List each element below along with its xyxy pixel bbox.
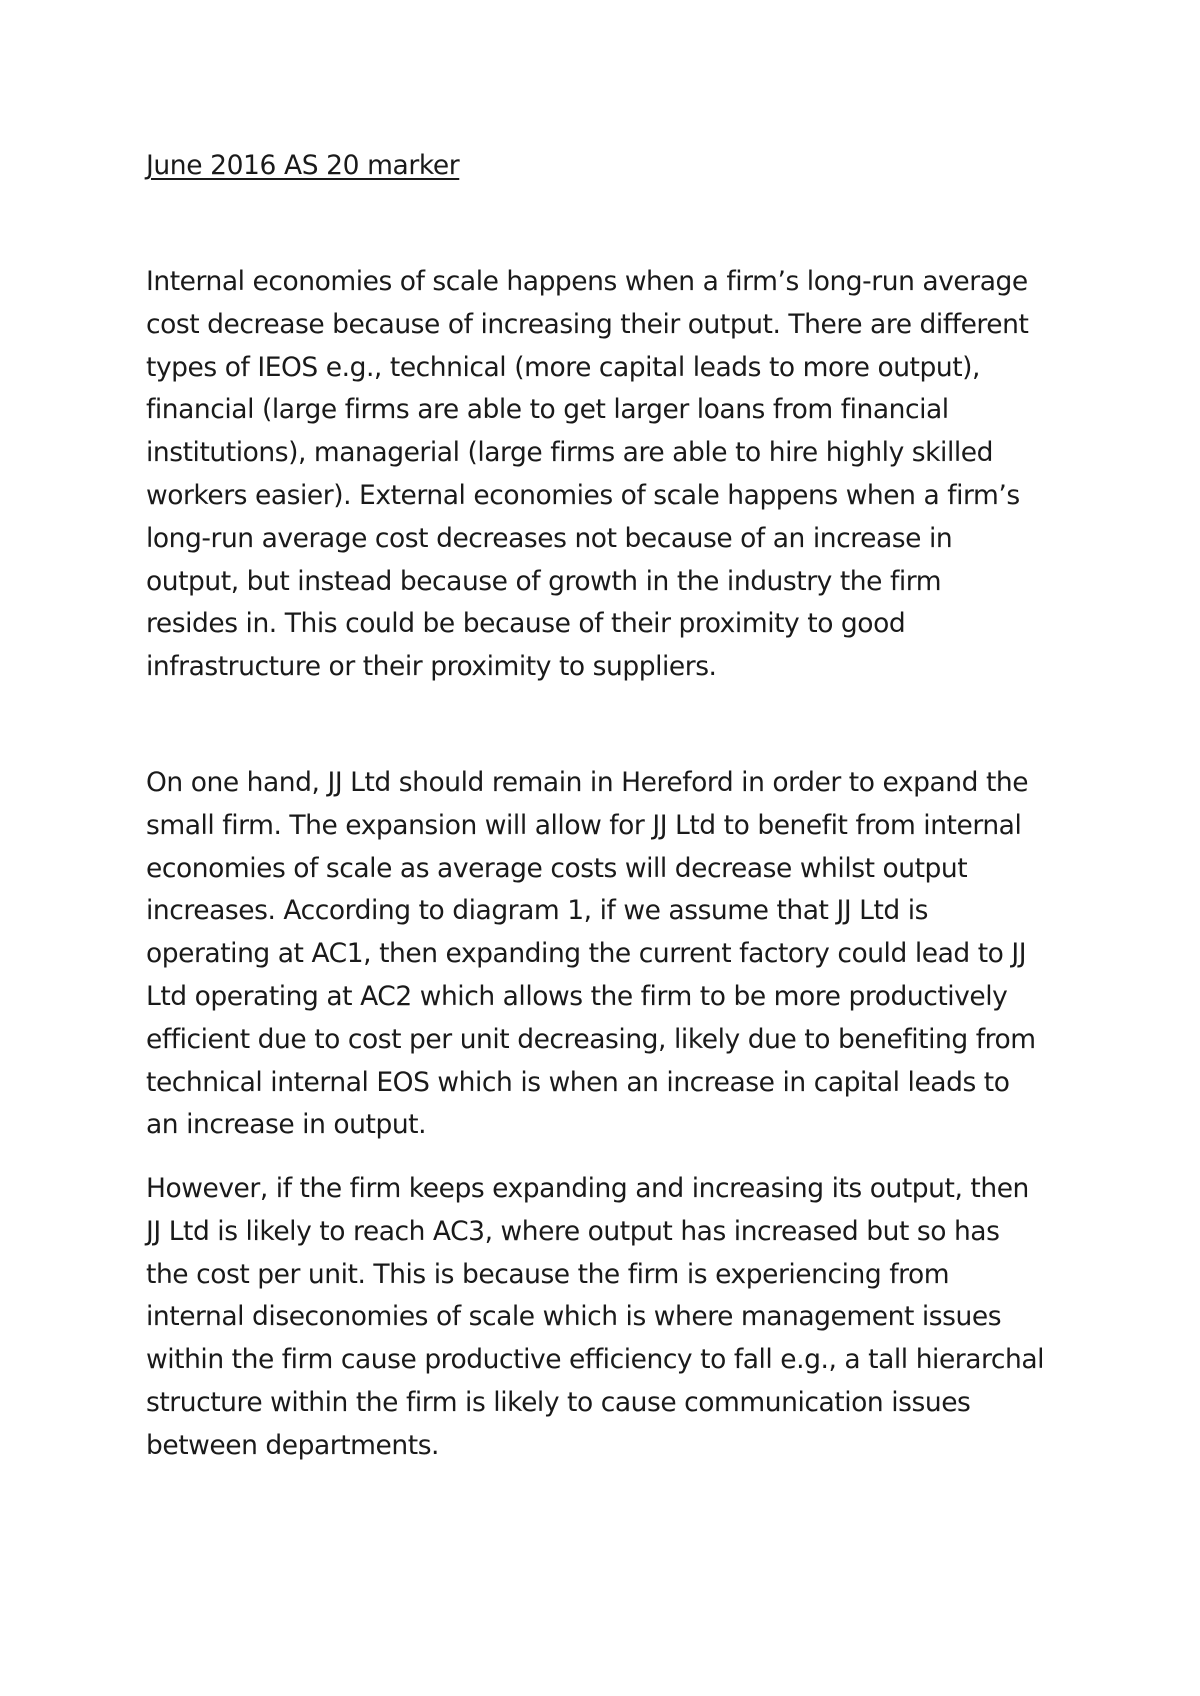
- text-line: the cost per unit. This is because the firm is experiencing from: [146, 1258, 950, 1290]
- text-line: resides in. This could be because of their proximity to good: [146, 608, 906, 640]
- text-line: Internal economies of scale happens when a firm’s long-run average: [146, 266, 1028, 297]
- text-line: technical internal EOS which is when an increase in capital leads to: [146, 1066, 1010, 1098]
- paragraph-diseconomies-of-scale: [146, 1168, 1044, 1468]
- text-line: financial (large firms are able to get larger loans from financial: [146, 394, 949, 426]
- text-line: internal diseconomies of scale which is where management issues: [146, 1301, 1002, 1333]
- text-line: economies of scale as average costs will decrease whilst output: [146, 852, 968, 884]
- document-body: [146, 148, 1076, 1461]
- text-line: types of IEOS e.g., technical (more capital leads to more output),: [146, 351, 981, 383]
- text-line: increases. According to diagram 1, if we assume that JJ Ltd is: [146, 895, 929, 927]
- document-title: June 2016 AS 20 marker: [146, 150, 460, 181]
- text-line: output, but instead because of growth in the industry the firm: [146, 565, 942, 597]
- text-line: an increase in output.: [146, 1109, 427, 1141]
- paragraph-economies-of-scale: [146, 261, 1028, 689]
- text-line: infrastructure or their proximity to suppliers.: [146, 651, 717, 683]
- text-line: efficient due to cost per unit decreasing, likely due to benefiting from: [146, 1023, 1036, 1055]
- text-line: JJ Ltd is likely to reach AC3, where output has increased but so has: [146, 1215, 1000, 1247]
- text-line: within the firm cause productive efficiency to fall e.g., a tall hierarchal: [146, 1344, 1045, 1376]
- text-line: long-run average cost decreases not because of an increase in: [146, 522, 953, 554]
- text-line: Ltd operating at AC2 which allows the firm to be more productively: [146, 980, 1008, 1012]
- text-line: small firm. The expansion will allow for JJ Ltd to benefit from internal: [146, 809, 1022, 841]
- text-line: However, if the firm keeps expanding and increasing its output, then: [146, 1173, 1029, 1204]
- text-line: operating at AC1, then expanding the current factory could lead to JJ: [146, 938, 1027, 970]
- text-line: structure within the firm is likely to cause communication issues: [146, 1386, 971, 1418]
- paragraph-remain-in-hereford: [146, 762, 1036, 1147]
- text-line: between departments.: [146, 1429, 440, 1461]
- text-line: institutions), managerial (large firms are able to hire highly skilled: [146, 437, 993, 469]
- text-line: cost decrease because of increasing their output. There are different: [146, 308, 1029, 340]
- text-line: On one hand, JJ Ltd should remain in Hereford in order to expand the: [146, 767, 1029, 798]
- text-line: workers easier). External economies of scale happens when a firm’s: [146, 479, 1020, 511]
